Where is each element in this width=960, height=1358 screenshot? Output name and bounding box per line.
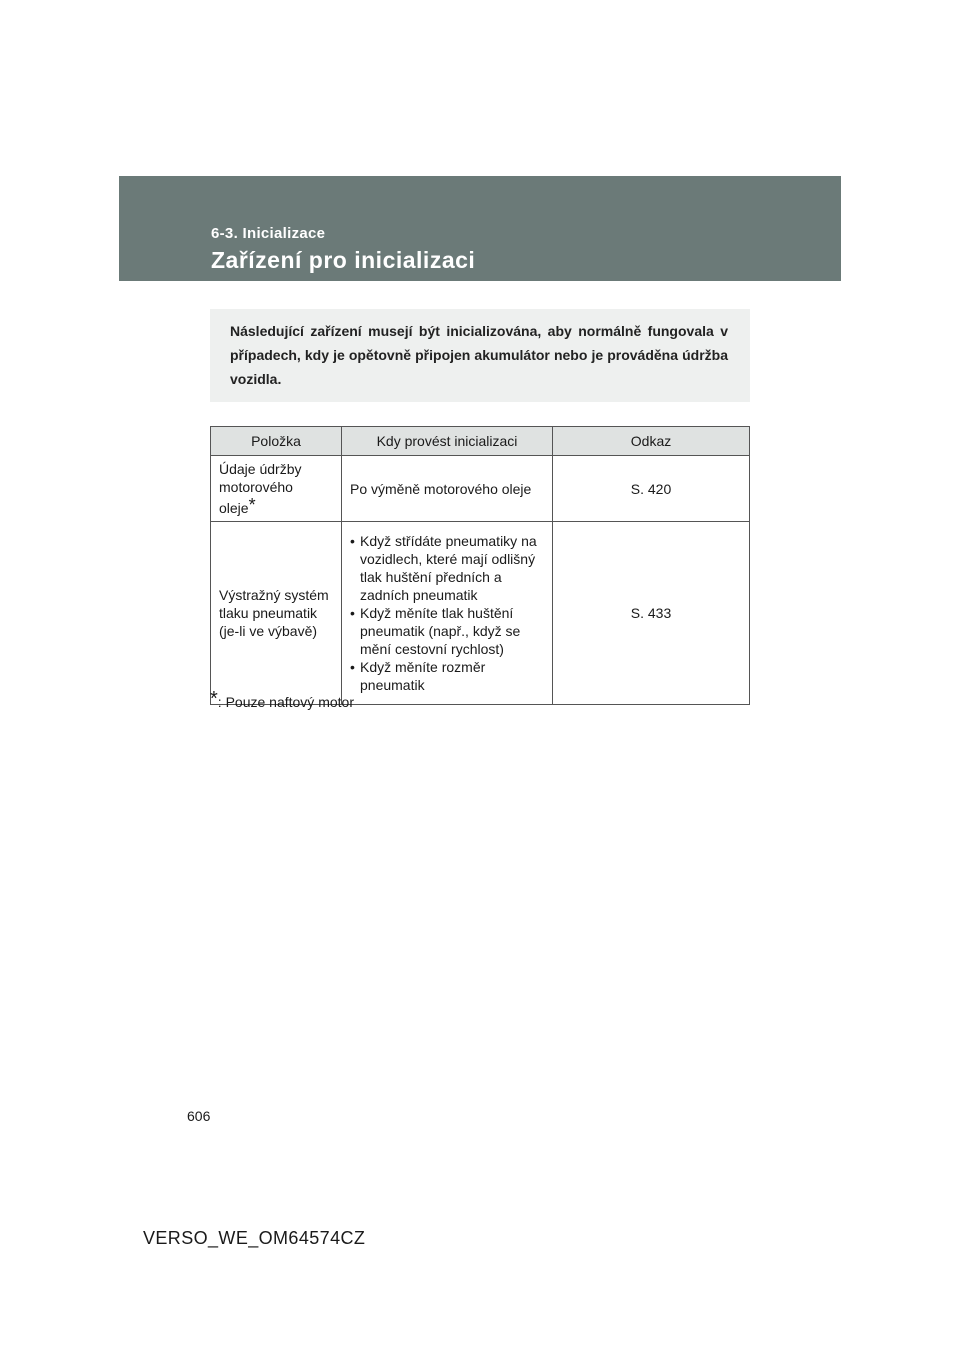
page-title: Zařízení pro inicializaci	[211, 247, 476, 273]
table-row	[211, 522, 750, 705]
initialization-table	[210, 426, 750, 705]
table-cell-when	[342, 522, 553, 705]
footnote-marker: *	[210, 688, 218, 710]
section-label: 6-3. Inicializace	[211, 225, 326, 242]
table-cell-item	[211, 456, 342, 522]
intro-text: Následující zařízení musejí být inicializována, aby normálně fungovala v případech, kdy je opětovně připojen akumulátor nebo je prováděna údržba vozidla.	[230, 323, 728, 387]
footnote-marker: *	[248, 495, 256, 515]
intro-box	[210, 309, 750, 402]
list-item: • Když měníte rozměr pneumatik	[350, 658, 544, 694]
table-row	[211, 456, 750, 522]
item-line: tlaku pneumatik	[219, 605, 318, 621]
condition-list	[350, 532, 544, 694]
column-header-ref: Odkaz	[553, 427, 750, 456]
table-header-row	[211, 427, 750, 456]
list-item: • Když střídáte pneumatiky na vozidlech, které mají odlišný tlak huštění předních a zadních pneumatik	[350, 532, 544, 604]
document-code: VERSO_WE_OM64574CZ	[143, 1228, 366, 1248]
chapter-header-band	[119, 176, 841, 281]
footnote	[210, 688, 354, 711]
table-cell-ref: S. 433	[553, 522, 750, 705]
footnote-text: : Pouze naftový motor	[217, 694, 354, 710]
item-line: Výstražný systém	[219, 587, 329, 603]
list-item: • Když měníte tlak huštění pneumatik (např., když se mění cestovní rychlost)	[350, 604, 544, 658]
item-line: (je-li ve výbavě)	[219, 623, 318, 639]
column-header-item: Položka	[211, 427, 342, 456]
table-cell-when: Po výměně motorového oleje	[342, 456, 553, 522]
column-header-when: Kdy provést inicializaci	[342, 427, 553, 456]
page-number: 606	[187, 1108, 211, 1124]
table-cell-item	[211, 522, 342, 705]
item-text: Údaje údržby motorového oleje	[219, 461, 302, 516]
table-cell-ref: S. 420	[553, 456, 750, 522]
